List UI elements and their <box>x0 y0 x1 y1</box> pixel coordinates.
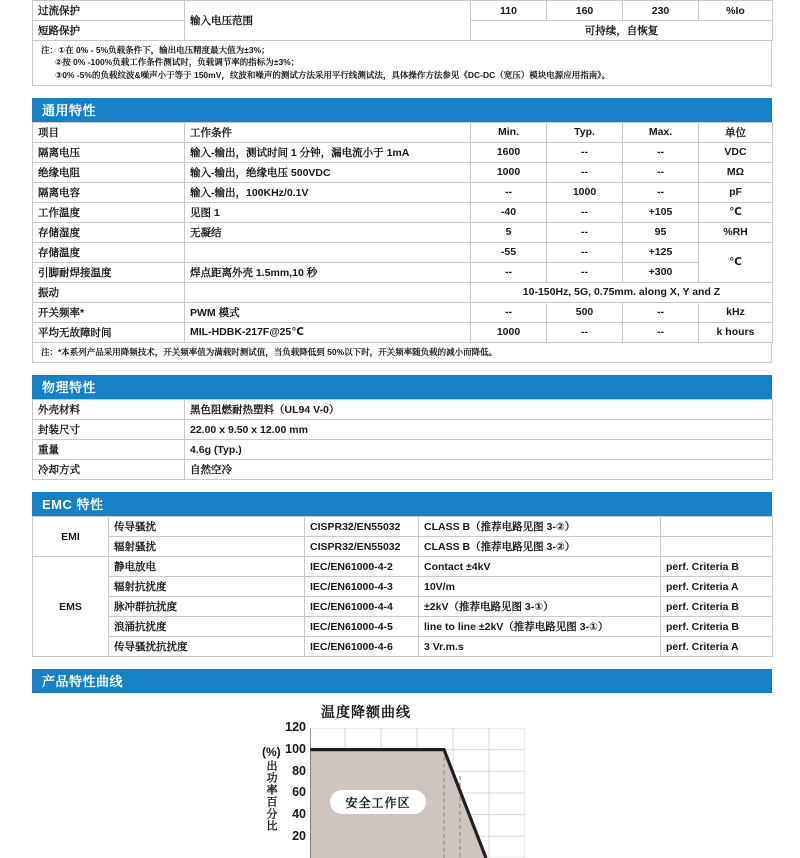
table-row <box>33 637 773 657</box>
general-typ-3: -- <box>547 202 623 222</box>
general-span-7: 10-150Hz, 5G, 0.75mm. along X, Y and Z <box>471 282 773 302</box>
protection-span-1: 可持续，自恢复 <box>471 21 773 41</box>
general-unit-3: ℃ <box>699 202 773 222</box>
protection-item-1: 短路保护 <box>33 21 185 41</box>
general-typ-6: -- <box>547 262 623 282</box>
emc-item-ems-0: 静电放电 <box>109 557 305 577</box>
general-cond-3: 见图 1 <box>185 202 471 222</box>
table-row <box>33 182 773 202</box>
general-typ-8: 500 <box>547 302 623 322</box>
chart-y-tick-4: 40 <box>292 806 306 821</box>
emc-item-ems-2: 脉冲群抗扰度 <box>109 597 305 617</box>
chart-y-tick-2: 80 <box>292 763 306 778</box>
general-typ-0: -- <box>547 142 623 162</box>
general-max-1: -- <box>623 162 699 182</box>
general-typ-1: -- <box>547 162 623 182</box>
physical-value-3: 自然空冷 <box>185 460 773 480</box>
general-cond-8: PWM 模式 <box>185 302 471 322</box>
general-unit-5: ℃ <box>699 242 773 282</box>
table-row <box>33 537 773 557</box>
general-item-2: 隔离电容 <box>33 182 185 202</box>
general-cond-2: 输入-输出，100KHz/0.1V <box>185 182 471 202</box>
chart-y-tick-1: 100 <box>285 741 306 756</box>
general-max-2: -- <box>623 182 699 202</box>
section-banner-general: 通用特性 <box>32 98 772 122</box>
general-max-9: -- <box>623 322 699 342</box>
protection-note-line-2: ②按 0% -100%负载工作条件测试时，负载调节率的指标为±3%； <box>55 57 300 68</box>
general-cond-1: 输入-输出，绝缘电压 500VDC <box>185 162 471 182</box>
protection-table <box>32 0 773 41</box>
table-row <box>33 302 773 322</box>
general-note <box>32 343 772 363</box>
emc-item-ems-1: 辐射抗扰度 <box>109 577 305 597</box>
general-min-5: -55 <box>471 242 547 262</box>
protection-unit-0: %Io <box>699 1 773 21</box>
protection-max-0: 230 <box>623 1 699 21</box>
emc-item-ems-3: 浪涌抗扰度 <box>109 617 305 637</box>
general-header-unit: 单位 <box>699 122 773 142</box>
emc-standard-emi-1: CISPR32/EN55032 <box>305 537 419 557</box>
general-max-0: -- <box>623 142 699 162</box>
general-item-7: 振动 <box>33 282 185 302</box>
general-typ-9: -- <box>547 322 623 342</box>
emc-value-ems-0: Contact ±4kV <box>419 557 661 577</box>
general-item-9: 平均无故障时间 <box>33 322 185 342</box>
general-header-min: Min. <box>471 122 547 142</box>
chart-y-unit: (%) <box>262 745 281 760</box>
emc-standard-ems-4: IEC/EN61000-4-6 <box>305 637 419 657</box>
table-row <box>33 322 773 342</box>
general-characteristics-table <box>32 122 773 343</box>
general-cond-9: MIL-HDBK-217F@25℃ <box>185 322 471 342</box>
general-cond-4: 无凝结 <box>185 222 471 242</box>
general-unit-1: MΩ <box>699 162 773 182</box>
protection-typ-0: 160 <box>547 1 623 21</box>
physical-item-1: 封装尺寸 <box>33 420 185 440</box>
table-row <box>33 202 773 222</box>
protection-min-0: 110 <box>471 1 547 21</box>
table-row <box>33 617 773 637</box>
protection-condition: 输入电压范围 <box>185 1 471 41</box>
table-row <box>33 597 773 617</box>
general-typ-2: 1000 <box>547 182 623 202</box>
chart-safe-area-label: 安全工作区 <box>330 790 426 814</box>
general-unit-0: VDC <box>699 142 773 162</box>
general-unit-4: %RH <box>699 222 773 242</box>
general-min-4: 5 <box>471 222 547 242</box>
emc-value-ems-1: 10V/m <box>419 577 661 597</box>
chart-title: 温度降额曲线 <box>321 704 411 721</box>
physical-item-2: 重量 <box>33 440 185 460</box>
emc-criteria-ems-0: perf. Criteria B <box>661 557 773 577</box>
emc-standard-emi-0: CISPR32/EN55032 <box>305 517 419 537</box>
general-item-1: 绝缘电阻 <box>33 162 185 182</box>
emc-group-ems: EMS <box>33 557 109 657</box>
chart-y-axis-label: 出功率百分比 <box>265 760 277 833</box>
general-header-max: Max. <box>623 122 699 142</box>
general-max-5: +125 <box>623 242 699 262</box>
general-min-6: -- <box>471 262 547 282</box>
protection-note-line-3: ③0% -5%的负载纹波&噪声小于等于 150mV，纹波和噪声的测试方法采用平行线测试法，具体操作方法参见《DC-DC（宽压）模块电源应用指南》。 <box>55 69 611 80</box>
emc-standard-ems-3: IEC/EN61000-4-5 <box>305 617 419 637</box>
general-min-3: -40 <box>471 202 547 222</box>
general-header-condition: 工作条件 <box>185 122 471 142</box>
table-row <box>33 262 773 282</box>
emc-standard-ems-2: IEC/EN61000-4-4 <box>305 597 419 617</box>
general-item-0: 隔离电压 <box>33 142 185 162</box>
protection-note-line-1: 注：①在 0% - 5%负载条件下，输出电压精度最大值为±3%； <box>41 45 270 55</box>
emc-value-ems-2: ±2kV（推荐电路见图 3-①） <box>419 597 661 617</box>
emc-value-emi-0: CLASS B（推荐电路见图 3-②） <box>419 517 661 537</box>
chart-y-ticks <box>272 720 306 858</box>
general-typ-4: -- <box>547 222 623 242</box>
general-header-typ: Typ. <box>547 122 623 142</box>
general-cond-0: 输入-输出，测试时间 1 分钟，漏电流小于 1mA <box>185 142 471 162</box>
general-item-3: 工作温度 <box>33 202 185 222</box>
emc-criteria-ems-2: perf. Criteria B <box>661 597 773 617</box>
chart-y-tick-0: 120 <box>285 720 306 735</box>
general-header-item: 项目 <box>33 122 185 142</box>
general-item-4: 存储湿度 <box>33 222 185 242</box>
chart-y-tick-3: 60 <box>292 785 306 800</box>
physical-item-0: 外壳材料 <box>33 400 185 420</box>
table-row <box>33 557 773 577</box>
general-min-2: -- <box>471 182 547 202</box>
emc-criteria-emi-0 <box>661 517 773 537</box>
protection-note <box>32 41 772 86</box>
emc-item-emi-0: 传导骚扰 <box>109 517 305 537</box>
chart-y-tick-5: 20 <box>292 828 306 843</box>
physical-item-3: 冷却方式 <box>33 460 185 480</box>
general-min-8: -- <box>471 302 547 322</box>
general-cond-5 <box>185 242 471 262</box>
emc-item-emi-1: 辐射骚扰 <box>109 537 305 557</box>
general-max-8: -- <box>623 302 699 322</box>
general-typ-5: -- <box>547 242 623 262</box>
emc-value-ems-3: line to line ±2kV（推荐电路见图 3-①） <box>419 617 661 637</box>
general-unit-8: kHz <box>699 302 773 322</box>
table-header-row <box>33 122 773 142</box>
table-row <box>33 420 773 440</box>
protection-item-0: 过流保护 <box>33 1 185 21</box>
general-unit-9: k hours <box>699 322 773 342</box>
table-row <box>33 440 773 460</box>
general-max-4: 95 <box>623 222 699 242</box>
physical-value-0: 黑色阻燃耐热塑料（UL94 V-0） <box>185 400 773 420</box>
general-note-line: 注：*本系列产品采用降频技术，开关频率值为满载时测试值，当负载降低到 50%以下时，开关频率随负载的减小而降低。 <box>41 346 498 357</box>
table-row <box>33 142 773 162</box>
emc-characteristics-table <box>32 516 773 657</box>
table-row <box>33 222 773 242</box>
table-row <box>33 1 773 21</box>
physical-value-1: 22.00 x 9.50 x 12.00 mm <box>185 420 773 440</box>
physical-value-2: 4.6g (Typ.) <box>185 440 773 460</box>
general-max-6: +300 <box>623 262 699 282</box>
physical-characteristics-table <box>32 399 773 480</box>
table-row <box>33 577 773 597</box>
general-max-3: +105 <box>623 202 699 222</box>
emc-criteria-emi-1 <box>661 537 773 557</box>
emc-standard-ems-0: IEC/EN61000-4-2 <box>305 557 419 577</box>
general-min-0: 1600 <box>471 142 547 162</box>
emc-item-ems-4: 传导骚扰抗扰度 <box>109 637 305 657</box>
general-item-6: 引脚耐焊接温度 <box>33 262 185 282</box>
general-unit-2: pF <box>699 182 773 202</box>
table-row <box>33 242 773 262</box>
table-row <box>33 282 773 302</box>
table-row <box>33 517 773 537</box>
derating-chart <box>0 702 800 852</box>
table-row <box>33 400 773 420</box>
table-row <box>33 162 773 182</box>
section-banner-curves: 产品特性曲线 <box>32 669 772 693</box>
general-item-5: 存储温度 <box>33 242 185 262</box>
section-banner-emc: EMC 特性 <box>32 492 772 516</box>
emc-criteria-ems-1: perf. Criteria A <box>661 577 773 597</box>
table-row <box>33 460 773 480</box>
general-cond-6: 焊点距离外壳 1.5mm,10 秒 <box>185 262 471 282</box>
emc-group-emi: EMI <box>33 517 109 557</box>
emc-value-ems-4: 3 Vr.m.s <box>419 637 661 657</box>
general-item-8: 开关频率* <box>33 302 185 322</box>
emc-criteria-ems-4: perf. Criteria A <box>661 637 773 657</box>
emc-standard-ems-1: IEC/EN61000-4-3 <box>305 577 419 597</box>
general-min-1: 1000 <box>471 162 547 182</box>
general-cond-7 <box>185 282 471 302</box>
section-banner-physical: 物理特性 <box>32 375 772 399</box>
emc-criteria-ems-3: perf. Criteria B <box>661 617 773 637</box>
emc-value-emi-1: CLASS B（推荐电路见图 3-②） <box>419 537 661 557</box>
general-min-9: 1000 <box>471 322 547 342</box>
